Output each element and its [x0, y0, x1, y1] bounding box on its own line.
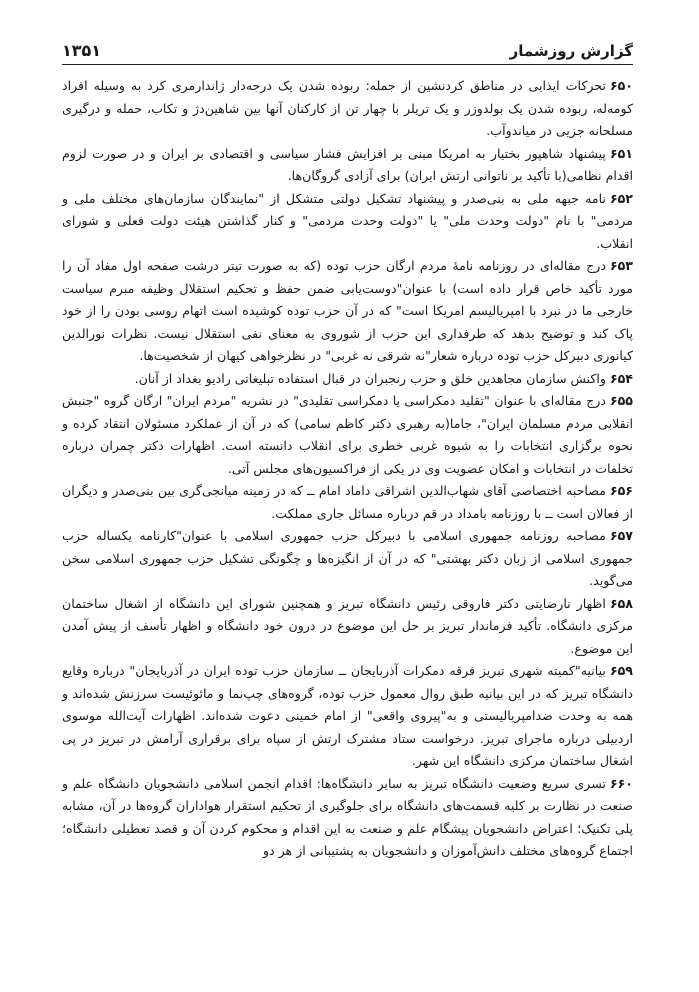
entry-item — [62, 593, 633, 661]
entry-number: ۶۵۳ — [609, 258, 633, 273]
running-title: گزارش روزشمار — [509, 42, 633, 60]
entry-text: واکنش سازمان مجاهدین خلق و حزب رنجبران در قبال استفاده تبلیغاتی رادیو بغداد از آنان. — [134, 370, 606, 386]
entry-text: مصاحبه روزنامه جمهوری اسلامی با دبیرکل حزب جمهوری اسلامی با عنوان"کارنامه یکساله حزب جمهوری اسلامی از زبان دکتر بهشتی" که در آن از انگیزه‌ها و چگونگی تشکیل حزب جمهوری اسلامی سخن می‌گوید. — [62, 528, 633, 588]
entry-number: ۶۵۰ — [609, 78, 633, 93]
entry-text: پیشنهاد شاهپور بختیار به امریکا مبنی بر افزایش فشار سیاسی و اقتصادی بر ایران و در صورت لزوم اقدام نظامی(با تأکید بر ناتوانی ارتش ایران) برای آزادی گروگان‌ها. — [62, 145, 633, 183]
page-header — [62, 30, 633, 65]
entry-number: ۶۵۹ — [609, 663, 633, 678]
entry-number: ۶۵۸ — [609, 595, 633, 611]
entry-text: بیانیه"کمیته شهری تبریز فرقه دمکرات آذربایجان ــ سازمان حزب توده ایران در آذربایجان" درباره وقایع دانشگاه تبریز که در این بیانیه طبق روال معمول حزب توده، گروه‌های چپ‌نما و مائوئیست سرزنش شده‌اند و همه به وحدت ضدامپریالیستی و به"پیروی واقعی" از امام خمینی دعوت شده‌اند. اظهارات آیت‌الله موسوی اردبیلی درباره ماجرای تبریز. درخواست ستاد مشترک ارتش از سپاه برای برقراری آرامش در تبریز در پی اشغال ساختمان مرکزی دانشگاه این شهر. — [62, 663, 633, 768]
entry-item — [62, 143, 633, 188]
entry-number: ۶۵۲ — [609, 190, 633, 206]
entry-text: تسری سریع وضعیت دانشگاه تبریز به سایر دانشگاه‌ها: اقدام انجمن اسلامی دانشجویان دانشگاه علم و صنعت در نظارت بر کلیه قسمت‌های دانشگاه برای جلوگیری از تحکیم استقرار هواداران گروه‌ها در آن، مشابه پلی تکنیک؛ اعتراض دانشجویان پیشگام علم و صنعت به این اقدام و محکوم کردن آن و قصد تعطیلی دانشگاه؛ اجتماع گروه‌های مختلف دانش‌آموزان و دانشجویان به پشتیبانی از هر دو — [62, 775, 633, 858]
entry-item — [62, 390, 633, 480]
entry-number: ۶۵۶ — [609, 483, 633, 498]
entry-number: ۶۵۱ — [609, 145, 633, 161]
entry-item — [62, 75, 633, 143]
entry-text: نامه جبهه ملی به بنی‌صدر و پیشنهاد تشکیل دولتی متشکل از "نمایندگان سازمان‌های مختلف ملی و مردمی" با نام "دولت وحدت ملی" یا "دولت وحدت مردمی" و کنار گذاشتن هیئت دولت فعلی و شورای انقلاب. — [62, 190, 633, 251]
entry-item — [62, 368, 633, 391]
entry-text: تحرکات ایذایی در مناطق کردنشین از جمله: ربوده شدن یک درجه‌دار ژاندارمری کرد به وسیله افراد کومه‌له، ربوده شدن یک بولدوزر و یک تریلر با چهار تن از کارکنان آنها بین شاهین‌دژ و تکاب، حمله و درگیری مسلحانه جزیی در میاندوآب. — [62, 78, 633, 138]
entry-item — [62, 525, 633, 593]
entry-list — [62, 75, 633, 863]
entry-number: ۶۵۴ — [609, 370, 633, 386]
entry-text: اظهار نارضایتی دکتر فاروقی رئیس دانشگاه تبریز و همچنین شورای این دانشگاه از اشغال ساختمان مرکزی دانشگاه. تأکید فرماندار تبریز بر حل این موضوع در درون خود دانشگاه و اظهار تأسف از پیش آمدن این موضوع. — [62, 595, 633, 656]
entry-number: ۶۶۰ — [609, 775, 633, 791]
entry-number: ۶۵۵ — [609, 393, 633, 408]
entry-text: مصاحبه اختصاصی آقای شهاب‌الدین اشراقی داماد امام ــ که در زمینه میانجی‌گری بین بنی‌صدر و دیگران از فعالان است ــ با روزنامه بامداد در قم درباره مسائل جاری مملکت. — [62, 483, 633, 521]
entry-item — [62, 773, 633, 863]
entry-number: ۶۵۷ — [609, 528, 633, 543]
entry-item — [62, 188, 633, 256]
entry-item — [62, 660, 633, 773]
entry-item — [62, 480, 633, 525]
entry-text: درج مقاله‌ای با عنوان "تقلید دمکراسی یا دمکراسی تقلیدی" در نشریه "مردم ایران" ارگان گروه "جنبش انقلابی مردم مسلمان ایران"، جاما(به رهبری دکتر کاظم سامی) که در آن از عملکرد مسئولان انتقاد کرده و نحوه برگزاری انتخابات را به شیوه غربی خطری برای انقلاب دانسته است. اظهارات دکتر چمران درباره تخلفات در انتخابات و امکان عضویت وی در یکی از فراکسیون‌های مجلس آتی. — [62, 393, 633, 476]
entry-item — [62, 255, 633, 368]
entry-text: درج مقاله‌ای در روزنامه نامهٔ مردم ارگان حزب توده (که به صورت تیتر درشت صفحه اول مفاد آن را مورد تأکید خاص قرار داده است) با عنوان"دوست‌یابی ضمن حفظ و تحکیم استقلال وظیفه مبرم سیاست خارجی ما در نبرد با امپریالیسم امریکا است" که در آن حزب توده کوشیده است اتهام روسی بودن را از خود پاک کند و توضیح بدهد که طرفداری این حزب از شوروی به معنای نفی استقلال نیست. نظرات نورالدین کیانوری دبیرکل حزب توده درباره شعار"نه شرقی نه غربی" در نظرخواهی کیهان از شخصیت‌ها. — [62, 258, 633, 363]
page-number: ۱۳۵۱ — [62, 41, 102, 60]
